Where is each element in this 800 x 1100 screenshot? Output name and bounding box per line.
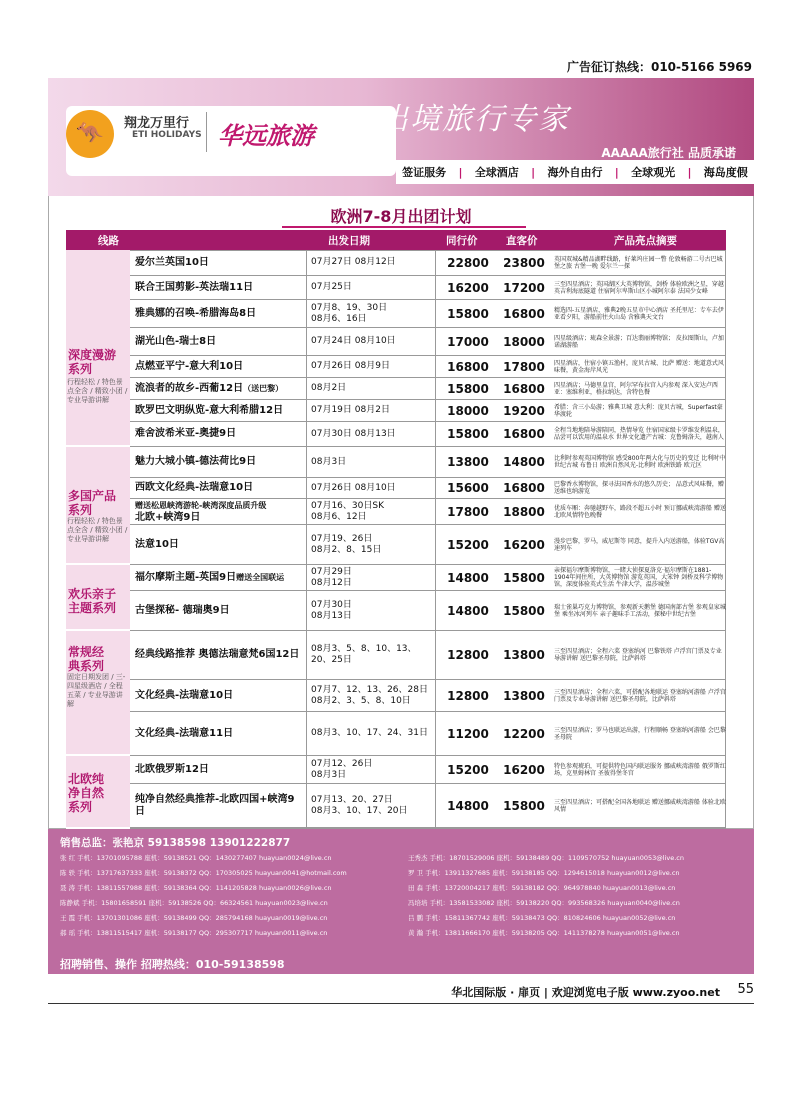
eti-name-en: ETI HOLIDAYS — [132, 130, 202, 140]
category-name: 多国产品 — [68, 489, 117, 503]
peer-price: 22800 — [447, 255, 489, 270]
direct-price: 16800 — [503, 306, 545, 321]
highlight-summary: 亲探福尔摩斯博物馆，一睹大侦探夏洛克·福尔摩斯在1881-1904年间住所，大英博物馆 游览英国，大笨钟 剑桥及科学博物馆，深度体验英式生活 牛津大学，温莎城堡 — [554, 567, 724, 588]
dates-cell — [306, 631, 436, 679]
departure-date: 08月3日 — [311, 769, 347, 780]
route-name: 点燃亚平宁-意大利10日 — [135, 360, 244, 372]
category-cell — [66, 756, 130, 829]
peer-price: 15200 — [447, 762, 489, 777]
service-list: 签证服务 | 全球酒店 | 海外自由行 | 全球观光 | 海岛度假 — [396, 160, 754, 184]
category-name: 净自然 — [68, 786, 105, 800]
highlight-summary: 三至四星酒店；英国湖区大英博物馆，剑桥 体验欧洲之星，穿越英吉利海底隧道 住宿阿尔卑斯山区小城阿尔泰 法国少女峰 — [554, 280, 724, 295]
route-name: 文化经典-法瑞意10日 — [135, 689, 234, 701]
direct-price: 14800 — [503, 455, 545, 469]
departure-date: 08月3、10、17、24、31日 — [311, 728, 428, 738]
dates-cell — [306, 525, 436, 564]
departure-date: 08月13日 — [311, 610, 352, 621]
sales-contacts — [48, 829, 754, 974]
category-name: 系列 — [68, 800, 93, 814]
table-row — [130, 565, 726, 591]
direct-price: 13800 — [503, 648, 545, 662]
title-underline — [282, 226, 526, 228]
peer-price: 14800 — [447, 799, 489, 813]
contact-entry: 陈 轶 手机：13717637333 座机：59138372 QQ：170305025 huayuan0041@hotmail.com — [60, 869, 347, 877]
departure-date: 08月6、12日 — [311, 511, 367, 522]
highlight-summary: 三至四星酒店；全程六菜 登塞纳河 巴黎铁塔 卢浮宫门票及专业导游讲解 送巴黎圣母院，比萨斜塔 — [554, 648, 722, 662]
departure-date: 07月12、26日 — [311, 758, 373, 769]
highlight-summary: 四星酒店；马德里皇宫，阿尔罕布拉宫入内参观 深入安达卢西亚：塞维利亚，格拉纳达，含特色餐 — [554, 381, 718, 396]
category-name: 常规经 — [68, 645, 105, 659]
peer-price: 12800 — [447, 688, 489, 703]
peer-price: 16200 — [447, 280, 489, 295]
table-header — [66, 230, 726, 250]
route-name: 难舍波希米亚-奥捷9日 — [135, 428, 237, 439]
direct-price: 16800 — [503, 381, 545, 396]
contact-line — [60, 913, 750, 924]
sales-director: 销售总监：张艳京 59138598 13901222877 — [60, 837, 291, 849]
table-row — [130, 300, 726, 328]
service-item: 海外自由行 — [547, 166, 603, 179]
highlight-summary: 漫步巴黎，罗马，威尼斯等 同意，提升入内送游船，体验TGV高速列车 — [554, 537, 725, 552]
category-cell — [66, 250, 130, 447]
contact-entry: 黄 瀚 手机：13811666170 座机：59138205 QQ：1411378278 huayuan0051@live.cn — [408, 929, 680, 937]
direct-price: 15800 — [503, 799, 545, 813]
table-row — [130, 591, 726, 631]
departure-date: 07月19日 08月2日 — [311, 405, 390, 415]
departure-date: 07月29日 — [311, 566, 352, 577]
departure-date: 07月30日 08月13日 — [311, 428, 396, 439]
header-highlights: 产品亮点摘要 — [614, 235, 677, 247]
category-cell — [66, 565, 130, 631]
route-name-cell — [130, 712, 304, 755]
route-name: 文化经典-法瑞意11日 — [135, 727, 234, 739]
route-name-cell — [130, 756, 304, 783]
route-name: 纯净自然经典推荐-北欧四国+峡湾9日 — [135, 794, 295, 817]
category-name: 系列 — [68, 362, 93, 376]
dates-cell — [306, 356, 436, 377]
peer-price: 13800 — [447, 455, 489, 469]
route-name: 古堡探秘- 德瑞奥9日 — [135, 604, 230, 616]
highlight-summary: 比利时参观英国博物馆 感受800年两大化与历史的变迁 比利时中世纪古城 布鲁日 欧洲自然风光-比利时 欧洲铁路 欧元区 — [554, 455, 726, 469]
highlight-summary: 巴黎香水博物馆，探寻法国香水的悠久历史； 品意式风味餐，赠送维也纳游览 — [554, 481, 724, 495]
highlight-summary: 三至四星酒店；可搭配全国各地联运 赠送挪威峡湾游船 体验北欧风情 — [554, 799, 726, 813]
table-row — [130, 328, 726, 356]
dates-cell — [306, 591, 436, 630]
table-row — [130, 400, 726, 422]
direct-price: 17200 — [503, 280, 545, 295]
departure-date: 07月26日 08月10日 — [311, 482, 396, 493]
contact-entry: 吕 鹏 手机：15811367742 座机：59138473 QQ：810824606 huayuan0052@live.cn — [408, 914, 676, 922]
direct-price: 23800 — [503, 255, 545, 270]
direct-price: 15800 — [503, 570, 545, 585]
dates-cell — [306, 400, 436, 421]
category-name: 深度漫游 — [68, 348, 117, 362]
route-name: 爱尔兰英国10日 — [135, 256, 209, 268]
category-subtitle: 行程轻松 / 特色景点全含 / 精致小团 / 专业导游讲解 — [67, 517, 128, 543]
category-subtitle: 固定日期发团 / 三-四星级酒店 / 全程五菜 / 专业导游讲解 — [67, 673, 126, 708]
route-name: 法意10日 — [135, 538, 179, 550]
direct-price: 18800 — [503, 504, 545, 519]
route-name: 湖光山色-瑞士8日 — [135, 335, 217, 347]
dates-cell — [306, 422, 436, 446]
departure-date: 07月25日 — [311, 282, 352, 292]
highlight-summary: 特色参观琥珀，可提供特色国内联运服务 挪威峡湾游船 俄罗斯红场，克里姆林宫 圣彼得堡冬宫 — [554, 762, 726, 777]
brand-banner — [48, 78, 754, 196]
route-name-cell — [130, 328, 304, 355]
departure-date: 07月26日 08月9日 — [311, 361, 390, 371]
peer-price: 14800 — [447, 603, 489, 618]
route-name: 北欧俄罗斯12日 — [135, 763, 209, 775]
contact-line — [60, 868, 750, 879]
direct-price: 19200 — [503, 403, 545, 418]
dates-cell — [306, 276, 436, 299]
service-item: 签证服务 — [402, 166, 447, 179]
peer-price: 17800 — [447, 504, 489, 519]
departure-date: 07月7、12、13、26、28日 — [311, 684, 428, 695]
contact-line — [60, 883, 750, 894]
dates-cell — [306, 784, 436, 828]
dates-cell — [306, 447, 436, 477]
dates-cell — [306, 756, 436, 783]
direct-price: 16800 — [503, 481, 545, 495]
route-name-cell — [130, 276, 304, 299]
highlight-summary: 三至四星酒店；罗马也联运出游，行程顺畅 登塞纳河游船 会巴黎圣母院 — [554, 726, 726, 741]
peer-price: 15800 — [447, 427, 489, 441]
departure-date: 08月2、3、5、8、10日 — [311, 695, 411, 706]
departure-date: 07月19、26日 — [311, 533, 373, 544]
peer-price: 15600 — [447, 481, 489, 495]
direct-price: 16200 — [503, 762, 545, 777]
peer-price: 18000 — [447, 403, 489, 418]
route-name: 雅典娜的召唤-希腊海岛8日 — [135, 307, 257, 319]
contact-entry: 陈静斌 手机：15801658591 座机：59138526 QQ：66324561 huayuan0023@live.cn — [60, 899, 328, 907]
dates-cell — [306, 250, 436, 275]
table-row — [130, 499, 726, 525]
departure-date: 08月3日 — [311, 456, 347, 467]
category-name: 典系列 — [68, 659, 105, 673]
contact-entry: 王秀杰 手机：18701529006 座机：59138489 QQ：1109570752 huayuan0053@live.cn — [408, 854, 684, 862]
route-name: 欧罗巴文明纵览-意大利希腊12日 — [135, 404, 284, 416]
table-row — [130, 680, 726, 712]
route-name-cell — [130, 378, 304, 399]
route-name-cell — [130, 422, 304, 446]
table-row — [130, 712, 726, 756]
header-direct-price: 直客价 — [506, 235, 538, 247]
highlight-summary: 三至四星酒店；全程六菜，可搭配各地联运 登塞纳河游船 卢浮宫门票及专业导游讲解 送巴黎圣母院，比萨斜塔 — [554, 688, 726, 703]
service-item: 全球酒店 — [474, 166, 519, 179]
route-name-cell — [130, 400, 304, 421]
header-date: 出发日期 — [328, 235, 370, 247]
departure-date: 07月16、30日SK — [311, 500, 384, 511]
table-row — [130, 631, 726, 680]
dates-cell — [306, 680, 436, 711]
route-name-cell — [130, 631, 304, 679]
contact-entry: 冯培培 手机：13581533082 座机：59138220 QQ：993568326 huayuan0040@live.cn — [408, 899, 680, 907]
direct-price: 15800 — [503, 603, 545, 618]
peer-price: 15800 — [447, 306, 489, 321]
route-name-cell — [130, 250, 304, 275]
service-item: 海岛度假 — [703, 166, 748, 179]
contact-line — [60, 898, 750, 909]
route-name-cell — [130, 591, 304, 630]
departure-date: 08月3、10、17、20日 — [311, 806, 408, 816]
highlight-summary: 四星级酒店；琉森全景游；百达翡丽博物馆； 皮拉图斯山，卢加诺湖游船 — [554, 334, 724, 349]
eti-name-cn: 翔龙万里行 — [124, 116, 190, 131]
dates-cell — [306, 300, 436, 327]
table-row — [130, 356, 726, 378]
contact-entry: 田 森 手机：13720004217 座机：59138182 QQ：964978840 huayuan0013@live.cn — [408, 884, 676, 892]
peer-price: 16800 — [447, 359, 489, 374]
recruit-line: 招聘销售、操作 招聘热线：010-59138598 — [60, 958, 285, 971]
kangaroo-logo-icon: 🦘 — [66, 110, 114, 158]
table-row — [130, 378, 726, 400]
route-name-cell — [130, 565, 304, 590]
departure-date: 08月2日 — [311, 383, 347, 393]
direct-price: 12200 — [503, 726, 545, 741]
peer-price: 12800 — [447, 648, 489, 662]
footer-rule — [48, 1003, 754, 1004]
header-route: 线路 — [98, 235, 119, 247]
departure-date: 07月27日 08月12日 — [311, 257, 396, 267]
departure-date: 08月6、16日 — [311, 313, 367, 324]
route-name-cell — [130, 499, 304, 524]
dates-cell — [306, 478, 436, 498]
contact-line — [60, 928, 750, 939]
peer-price: 11200 — [447, 726, 489, 741]
huayuan-brand: 华远旅游 — [218, 122, 314, 150]
route-name-cell — [130, 478, 304, 498]
route-note: 赠送松恩峡湾游轮-峡湾深度品质升级 — [135, 500, 267, 510]
route-name: 联合王国剪影-英法瑞11日 — [135, 281, 254, 293]
peer-price: 17000 — [447, 334, 489, 349]
route-name: 经典线路推荐 奥德法瑞意梵6国12日 — [135, 649, 300, 660]
highlight-summary: 希腊：含三小岛游；雅典卫城 意大利：庞贝古城，Superfast豪华渡轮 — [554, 403, 723, 418]
contact-entry: 聂 涛 手机：13811557988 座机：59138364 QQ：1141205828 huayuan0026@live.cn — [60, 884, 332, 892]
highlight-summary: 优质车厢：奔驰越野车，路段不超五小时 预订挪威峡湾游船 赠送北欧风情特色晚餐 — [554, 504, 726, 519]
dates-cell — [306, 378, 436, 399]
footer-label: 华北国际版 · 扉页 | 欢迎浏览电子版 www.zyoo.net — [451, 986, 720, 999]
direct-price: 16200 — [503, 537, 545, 552]
category-name: 欢乐亲子 — [68, 587, 117, 601]
route-name-cell — [130, 680, 304, 711]
table-row — [130, 276, 726, 300]
dates-cell — [306, 499, 436, 524]
category-name: 主题系列 — [68, 601, 117, 615]
departure-date: 07月13、20、27日 — [311, 795, 393, 805]
route-name: 流浪者的故乡-西葡12日（送巴黎） — [135, 382, 284, 394]
quality-promise: AAAAA旅行社 品质承诺 — [601, 146, 736, 160]
departure-date: 08月3、5、8、10、13、 — [311, 644, 417, 654]
table-row — [130, 447, 726, 478]
highlight-summary: 四星酒店，住宿小镇五渔村，庞贝古城、比萨 赠送：地道意式风味餐，黄金海岸风光 — [554, 359, 724, 374]
contact-entry: 王 霞 手机：13701301086 座机：59138499 QQ：285794168 huayuan0019@live.cn — [60, 914, 328, 922]
category-name: 系列 — [68, 503, 93, 517]
category-subtitle: 行程轻松 / 特色景点全含 / 精致小团 / 专业导游讲解 — [67, 378, 128, 404]
header-peer-price: 同行价 — [446, 235, 478, 247]
highlight-summary: 全程当地地陪导游陪同，热情导览 住宿国家级卡罗维发利温泉，品尝可以饮用的温泉水 世界文化遗产古城：克鲁姆洛夫，越南人 — [554, 427, 724, 441]
direct-price: 13800 — [503, 688, 545, 703]
peer-price: 15800 — [447, 381, 489, 396]
highlight-summary: 英国双城&精品湖畔线路，好莱坞庄园一瞥 伦敦畅游二号古巴城堡之旅 古堡一晚 爱尔兰一探 — [554, 255, 723, 270]
page-number: 55 — [737, 982, 754, 997]
departure-date: 07月8、19、30日 — [311, 302, 388, 313]
route-note: （送巴黎） — [243, 383, 284, 393]
route-name-cell — [130, 447, 304, 477]
highlight-summary: 精选四-五星酒店，雅典2晚五星市中心酒店 圣托里尼：专车去伊亚看夕阳，游船前往火山岛 含雅典天文台 — [554, 306, 724, 321]
category-name: 北欧纯 — [68, 772, 105, 786]
dates-cell — [306, 328, 436, 355]
footer-text — [48, 984, 754, 1000]
dates-cell — [306, 712, 436, 755]
category-cell — [66, 447, 130, 565]
route-name: 魅力大城小镇-德法荷比9日 — [135, 456, 257, 467]
table-row — [130, 250, 726, 276]
route-name: 西欧文化经典-法瑞意10日 — [135, 482, 254, 493]
departure-date: 20、25日 — [311, 655, 352, 665]
table-row — [130, 525, 726, 565]
service-item: 全球观光 — [631, 166, 676, 179]
route-name-cell — [130, 356, 304, 377]
departure-date: 08月2、8、15日 — [311, 544, 382, 555]
departure-date: 08月12日 — [311, 577, 352, 588]
direct-price: 17800 — [503, 359, 545, 374]
logo-divider — [206, 112, 207, 152]
route-name: 福尔摩斯主题-英国9日赠送全国联运 — [135, 571, 285, 583]
route-name-cell — [130, 525, 304, 564]
route-name-cell — [130, 784, 304, 828]
table-row — [130, 478, 726, 499]
contact-line — [60, 853, 750, 864]
direct-price: 18000 — [503, 334, 545, 349]
route-note: 赠送全国联运 — [236, 572, 285, 582]
dates-cell — [306, 565, 436, 590]
departure-date: 07月30日 — [311, 599, 352, 610]
page-title: 欧洲7-8月出团计划 — [330, 207, 472, 226]
table-row — [130, 422, 726, 447]
route-name: 北欧+峡湾9日 — [135, 511, 201, 523]
peer-price: 14800 — [447, 570, 489, 585]
ad-hotline: 广告征订热线：010-5166 5969 — [566, 60, 752, 74]
contact-entry: 张 红 手机：13701095788 座机：59138521 QQ：1430277407 huayuan0024@live.cn — [60, 854, 332, 862]
route-name-cell — [130, 300, 304, 327]
category-cell — [66, 631, 130, 756]
table-row — [130, 756, 726, 784]
contact-entry: 郝 瑶 手机：13811515417 座机：59138177 QQ：295307717 huayuan0011@live.cn — [60, 929, 328, 937]
slogan: 出境旅行专家 — [378, 102, 570, 137]
direct-price: 16800 — [503, 427, 545, 441]
table-row — [130, 784, 726, 829]
departure-date: 07月24日 08月10日 — [311, 336, 396, 346]
peer-price: 15200 — [447, 537, 489, 552]
contact-entry: 罗 卫 手机：13911327685 座机：59138185 QQ：1294615018 huayuan0012@live.cn — [408, 869, 680, 877]
highlight-summary: 瑞士雀巢巧克力博物馆，参观新天鹅堡 德国南部古堡 参观皇家城堡 乘坐冰河列车 亲子趣味手工活动，探秘中世纪古堡 — [554, 603, 726, 618]
